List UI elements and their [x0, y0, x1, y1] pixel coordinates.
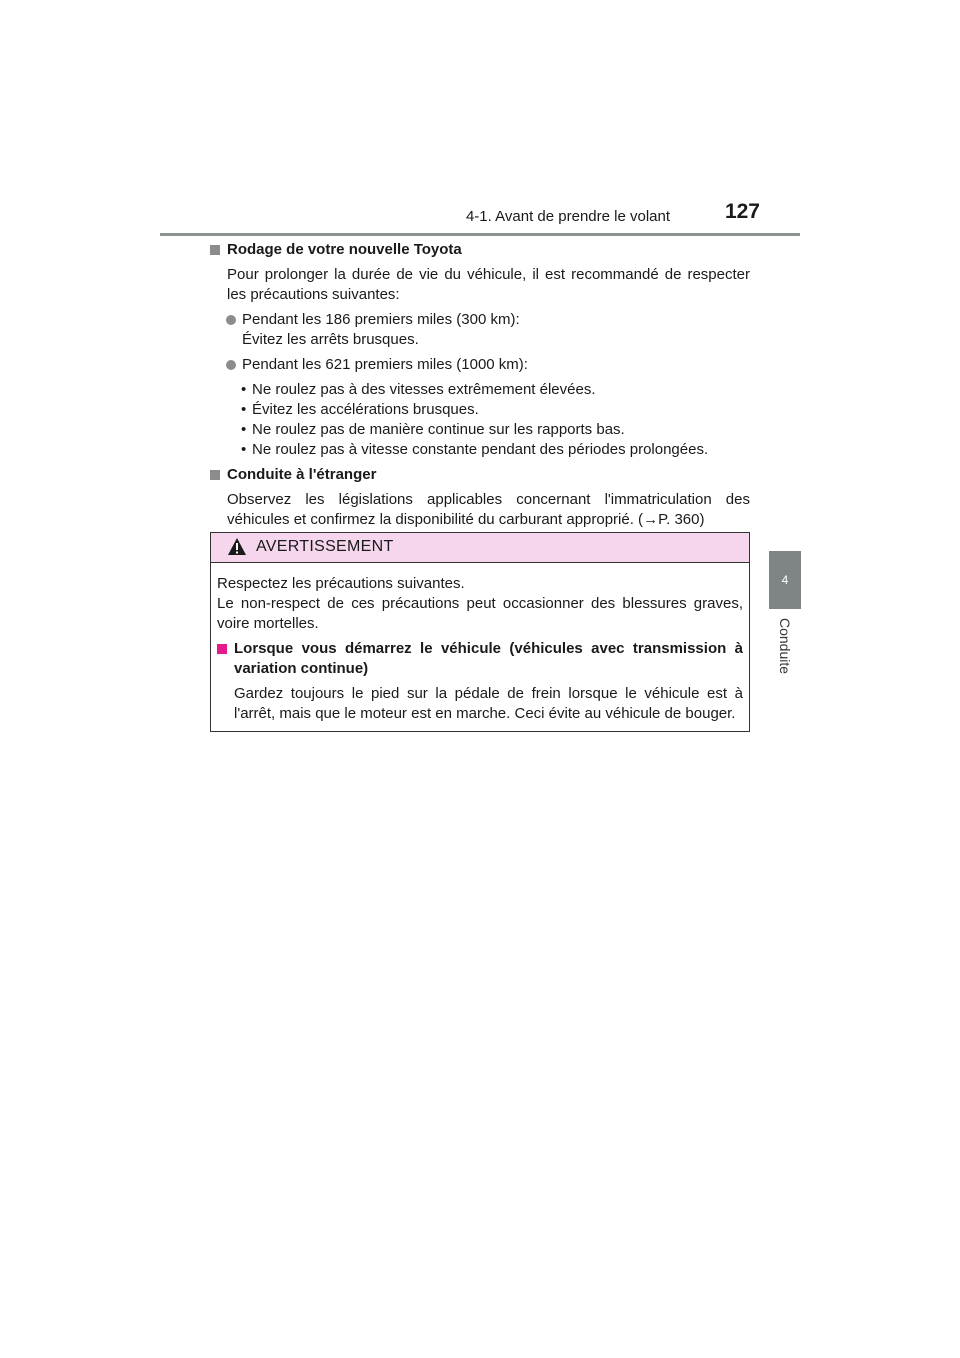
section-heading-etranger	[210, 465, 750, 485]
sub-list-item: • Ne roulez pas à des vitesses extrêmement élevées.	[241, 381, 596, 398]
chapter-number: 4	[781, 573, 789, 587]
warning-intro: Respectez les précautions suivantes. Le non-respect de ces précautions peut occasionner des blessures graves, voire mortelles.	[217, 575, 743, 632]
circle-bullet-icon	[226, 315, 236, 325]
warning-triangle-icon	[228, 538, 246, 555]
square-bullet-icon	[217, 644, 227, 654]
warning-item-heading: Lorsque vous démarrez le véhicule (véhicules avec transmission à variation continue)	[217, 639, 743, 679]
chapter-label	[761, 616, 809, 676]
section-title: 4-1. Avant de prendre le volant	[465, 208, 670, 225]
chapter-title: Conduite	[777, 617, 793, 675]
sub-list	[210, 380, 750, 460]
main-content	[210, 240, 750, 535]
page-reference[interactable]: P. 360)	[658, 511, 705, 528]
bullet-text: Pendant les 186 premiers miles (300 km):	[242, 311, 520, 328]
heading-text: Conduite à l'étranger	[227, 466, 377, 483]
arrow-icon: →	[643, 511, 659, 528]
list-item	[210, 310, 750, 350]
bullet-text: Pendant les 621 premiers miles (1000 km):	[242, 356, 528, 373]
list-item	[210, 355, 750, 375]
bullet-subtext: Évitez les arrêts brusques.	[242, 331, 419, 348]
sub-list-item: • Ne roulez pas à vitesse constante pendant des périodes prolongées.	[241, 441, 709, 458]
section-heading-rodage	[210, 240, 750, 260]
chapter-tab	[769, 551, 801, 609]
page-header	[160, 200, 800, 236]
warning-box	[210, 532, 750, 732]
square-bullet-icon	[210, 470, 220, 480]
square-bullet-icon	[210, 245, 220, 255]
page-number: 127	[724, 200, 760, 223]
warning-header	[211, 533, 749, 563]
etranger-text: Observez les législations applicables concernant l'immatriculation des véhicules et confirmez la disponibilité du carburant approprié. (→P. 360)	[227, 491, 750, 528]
warning-title: AVERTISSEMENT	[256, 538, 394, 555]
sub-list-item: • Évitez les accélérations brusques.	[241, 401, 479, 418]
warning-item-text: Gardez toujours le pied sur la pédale de frein lorsque le véhicule est à l'arrêt, mais que le moteur est en marche. Ceci évite au véhicule de bouger.	[234, 685, 743, 722]
sub-list-item: • Ne roulez pas de manière continue sur les rapports bas.	[241, 421, 625, 438]
rodage-intro: Pour prolonger la durée de vie du véhicule, il est recommandé de respecter les précautions suivantes:	[227, 266, 750, 303]
heading-text: Rodage de votre nouvelle Toyota	[227, 241, 462, 258]
warning-body	[211, 563, 749, 724]
circle-bullet-icon	[226, 360, 236, 370]
header-divider	[160, 233, 800, 236]
